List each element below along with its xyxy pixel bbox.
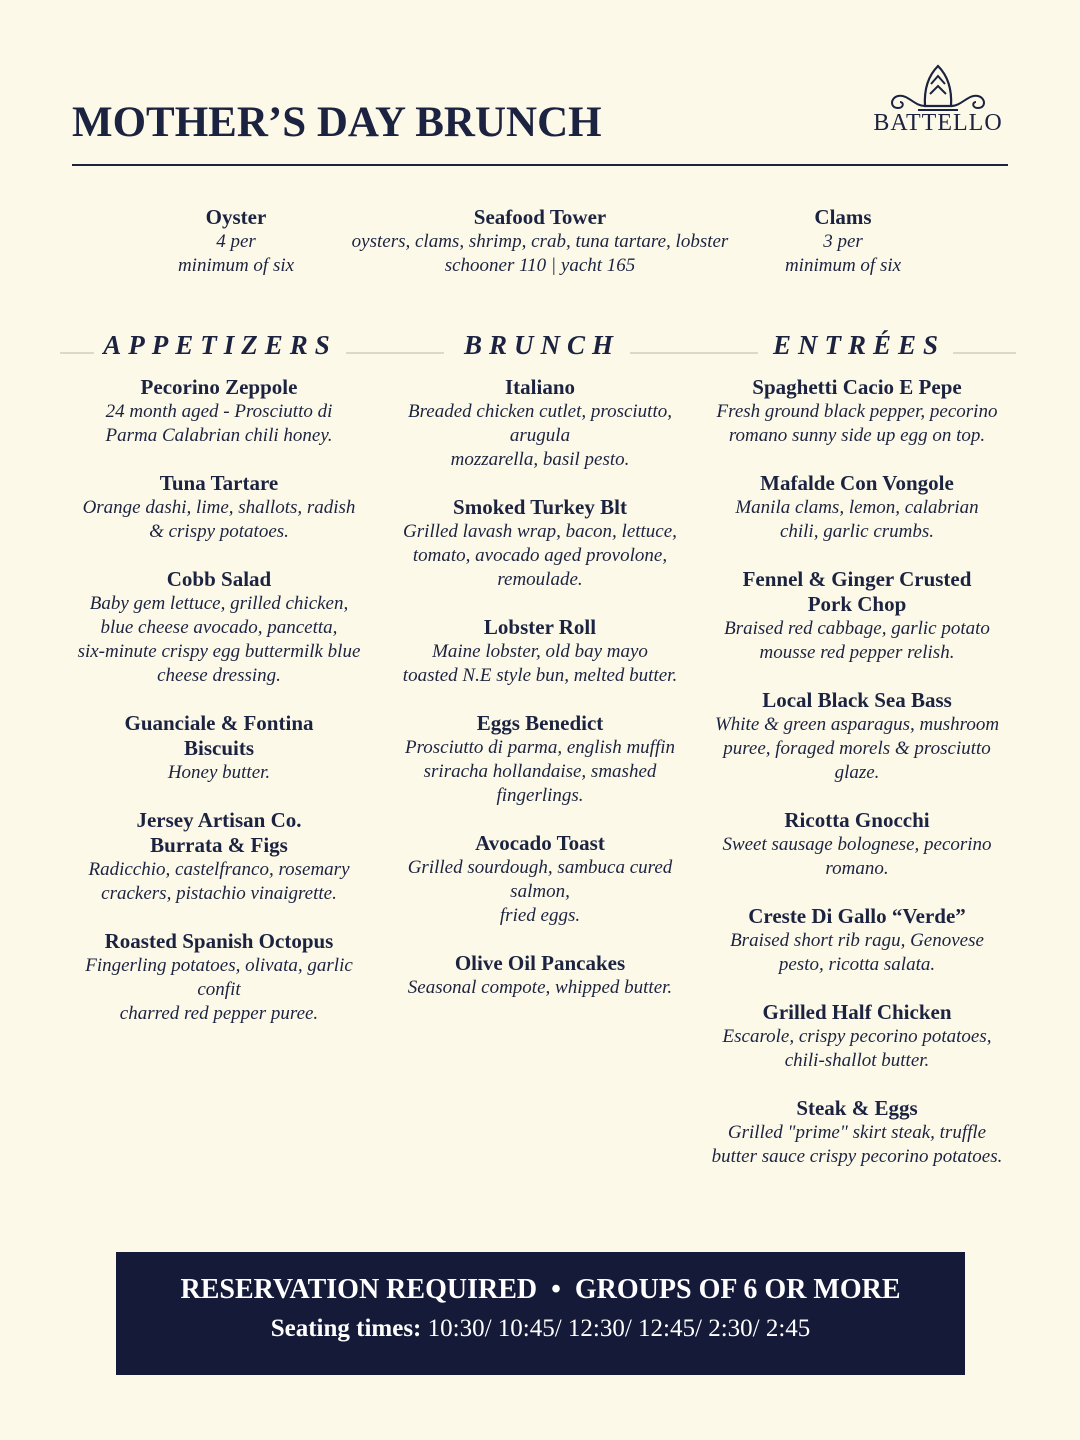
item-name: Jersey Artisan Co. bbox=[136, 808, 302, 832]
item-name: Lobster Roll bbox=[483, 615, 597, 639]
item-name: Smoked Turkey Blt bbox=[453, 495, 627, 519]
menu-item bbox=[707, 1000, 1007, 1073]
menu-item bbox=[390, 615, 690, 688]
menu-item bbox=[69, 375, 369, 448]
item-name: Spaghetti Cacio E Pepe bbox=[752, 375, 962, 399]
item-desc: & crispy potatoes. bbox=[149, 521, 289, 542]
item-desc: minimum of six bbox=[784, 255, 902, 276]
item-name: Grilled Half Chicken bbox=[762, 1000, 952, 1024]
item-name: Italiano bbox=[504, 375, 575, 399]
item-desc: Grilled "prime" skirt steak, truffle bbox=[727, 1122, 987, 1143]
item-desc: Escarole, crispy pecorino potatoes, bbox=[722, 1026, 992, 1047]
item-name: Ricotta Gnocchi bbox=[784, 808, 930, 832]
item-desc: Braised red cabbage, garlic potato bbox=[724, 618, 990, 639]
item-desc: Manila clams, lemon, calabrian bbox=[735, 497, 979, 518]
item-desc: chili-shallot butter. bbox=[784, 1050, 930, 1071]
item-name: Creste Di Gallo “Verde” bbox=[748, 904, 966, 928]
item-desc: Seasonal compote, whipped butter. bbox=[407, 977, 673, 998]
divider bbox=[346, 352, 444, 354]
item-desc: arugula bbox=[509, 425, 571, 446]
item-desc: Honey butter. bbox=[167, 762, 271, 783]
seating-label: Seating times: bbox=[270, 1315, 422, 1342]
item-desc: butter sauce crispy pecorino potatoes. bbox=[711, 1146, 1003, 1167]
menu-item bbox=[69, 471, 369, 544]
menu-item bbox=[390, 711, 690, 808]
item-name: Seafood Tower bbox=[473, 205, 607, 229]
boat-flourish-icon bbox=[878, 62, 998, 114]
seating-times-value: 10:30/ 10:45/ 12:30/ 12:45/ 2:30/ 2:45 bbox=[421, 1315, 811, 1342]
item-desc: Orange dashi, lime, shallots, radish bbox=[82, 497, 356, 518]
menu-item bbox=[707, 1096, 1007, 1169]
item-desc: crackers, pistachio vinaigrette. bbox=[101, 883, 337, 904]
item-desc: blue cheese avocado, pancetta, bbox=[100, 617, 338, 638]
reservation-notice: RESERVATION REQUIRED • GROUPS OF 6 OR MORE bbox=[180, 1274, 901, 1305]
item-desc: Fresh ground black pepper, pecorino bbox=[716, 401, 998, 422]
item-name: Avocado Toast bbox=[475, 831, 605, 855]
item-desc: Maine lobster, old bay mayo bbox=[432, 641, 648, 662]
item-name: Fennel & Ginger Crusted bbox=[742, 567, 972, 591]
battello-logo bbox=[868, 62, 1008, 137]
item-name: Eggs Benedict bbox=[476, 711, 604, 735]
menu-item bbox=[69, 929, 369, 1026]
item-name: Burrata & Figs bbox=[150, 833, 288, 857]
divider bbox=[953, 352, 1016, 354]
menu-item bbox=[390, 375, 690, 472]
raw-item-seafood-tower bbox=[340, 205, 740, 278]
item-desc: romano. bbox=[825, 858, 889, 879]
item-desc: mozzarella, basil pesto. bbox=[450, 449, 630, 470]
menu-item bbox=[707, 471, 1007, 544]
item-desc: Braised short rib ragu, Genovese bbox=[730, 930, 984, 951]
item-desc: Radicchio, castelfranco, rosemary bbox=[88, 859, 350, 880]
menu-item bbox=[69, 808, 369, 906]
item-desc: romano sunny side up egg on top. bbox=[728, 425, 986, 446]
raw-item-clams bbox=[743, 205, 943, 278]
menu-item bbox=[707, 808, 1007, 881]
item-desc: Parma Calabrian chili honey. bbox=[105, 425, 333, 446]
item-desc: schooner 110 | yacht 165 bbox=[444, 255, 636, 276]
item-desc: Grilled sourdough, sambuca cured bbox=[407, 857, 673, 878]
menu-header bbox=[72, 96, 1008, 166]
item-desc: oysters, clams, shrimp, crab, tuna tartare, lobster bbox=[351, 231, 729, 252]
item-desc: salmon, bbox=[510, 881, 570, 902]
menu-item bbox=[390, 495, 690, 592]
brunch-column bbox=[390, 375, 690, 1023]
item-name: Local Black Sea Bass bbox=[762, 688, 952, 712]
section-title-appetizers: APPETIZERS bbox=[103, 330, 337, 360]
item-name: Roasted Spanish Octopus bbox=[104, 929, 334, 953]
appetizers-column bbox=[69, 375, 369, 1049]
item-name: Olive Oil Pancakes bbox=[454, 951, 626, 975]
item-desc: mousse red pepper relish. bbox=[759, 642, 955, 663]
section-title-entrees: ENTRÉES bbox=[772, 330, 946, 360]
page-title: MOTHER’S DAY BRUNCH bbox=[72, 99, 602, 146]
item-desc: charred red pepper puree. bbox=[119, 1003, 319, 1024]
raw-item-oyster bbox=[136, 205, 336, 278]
item-name: Pork Chop bbox=[807, 592, 907, 616]
divider bbox=[60, 352, 94, 354]
item-name: Clams bbox=[814, 205, 872, 229]
item-name: Tuna Tartare bbox=[159, 471, 279, 495]
item-name: Oyster bbox=[205, 205, 267, 229]
item-desc: remoulade. bbox=[497, 569, 583, 590]
menu-item bbox=[390, 831, 690, 928]
item-name: Mafalde Con Vongole bbox=[760, 471, 954, 495]
section-headings bbox=[60, 330, 1016, 366]
menu-item bbox=[69, 711, 369, 785]
divider bbox=[630, 352, 758, 354]
seating-times bbox=[116, 1315, 965, 1343]
item-desc: Breaded chicken cutlet, prosciutto, bbox=[408, 401, 672, 422]
menu-item bbox=[707, 567, 1007, 665]
menu-item bbox=[707, 688, 1007, 785]
item-desc: 3 per bbox=[823, 231, 863, 252]
section-title-brunch: BRUNCH bbox=[463, 330, 621, 360]
menu-item bbox=[707, 904, 1007, 977]
item-desc: six-minute crispy egg buttermilk blue bbox=[77, 641, 361, 662]
menu-item bbox=[69, 567, 369, 688]
item-desc: White & green asparagus, mushroom bbox=[714, 714, 1000, 735]
item-desc: Grilled lavash wrap, bacon, lettuce, bbox=[403, 521, 677, 542]
item-name: Steak & Eggs bbox=[796, 1096, 918, 1120]
item-desc: pesto, ricotta salata. bbox=[778, 954, 936, 975]
item-desc: sriracha hollandaise, smashed bbox=[423, 761, 657, 782]
item-name: Cobb Salad bbox=[166, 567, 272, 591]
item-desc: Sweet sausage bolognese, pecorino bbox=[722, 834, 992, 855]
logo-text: BATTELLO bbox=[873, 110, 1003, 136]
item-desc: fried eggs. bbox=[499, 905, 581, 926]
item-desc: chili, garlic crumbs. bbox=[779, 521, 935, 542]
reservation-banner bbox=[116, 1252, 965, 1375]
item-desc: puree, foraged morels & prosciutto bbox=[723, 738, 991, 759]
item-desc: Baby gem lettuce, grilled chicken, bbox=[89, 593, 349, 614]
item-desc: cheese dressing. bbox=[157, 665, 281, 686]
item-desc: toasted N.E style bun, melted butter. bbox=[402, 665, 678, 686]
item-desc: Fingerling potatoes, olivata, garlic bbox=[85, 955, 353, 976]
menu-item bbox=[707, 375, 1007, 448]
item-desc: 4 per bbox=[216, 231, 256, 252]
item-name: Guanciale & Fontina bbox=[124, 711, 314, 735]
item-desc: Prosciutto di parma, english muffin bbox=[404, 737, 676, 758]
item-name: Biscuits bbox=[183, 736, 254, 760]
item-desc: glaze. bbox=[834, 762, 880, 783]
item-desc: fingerlings. bbox=[496, 785, 584, 806]
item-name: Pecorino Zeppole bbox=[140, 375, 298, 399]
item-desc: 24 month aged - Prosciutto di bbox=[105, 401, 333, 422]
item-desc: tomato, avocado aged provolone, bbox=[412, 545, 668, 566]
item-desc: minimum of six bbox=[177, 255, 295, 276]
entrees-column bbox=[707, 375, 1007, 1192]
menu-item bbox=[390, 951, 690, 1000]
item-desc: confit bbox=[197, 979, 241, 1000]
